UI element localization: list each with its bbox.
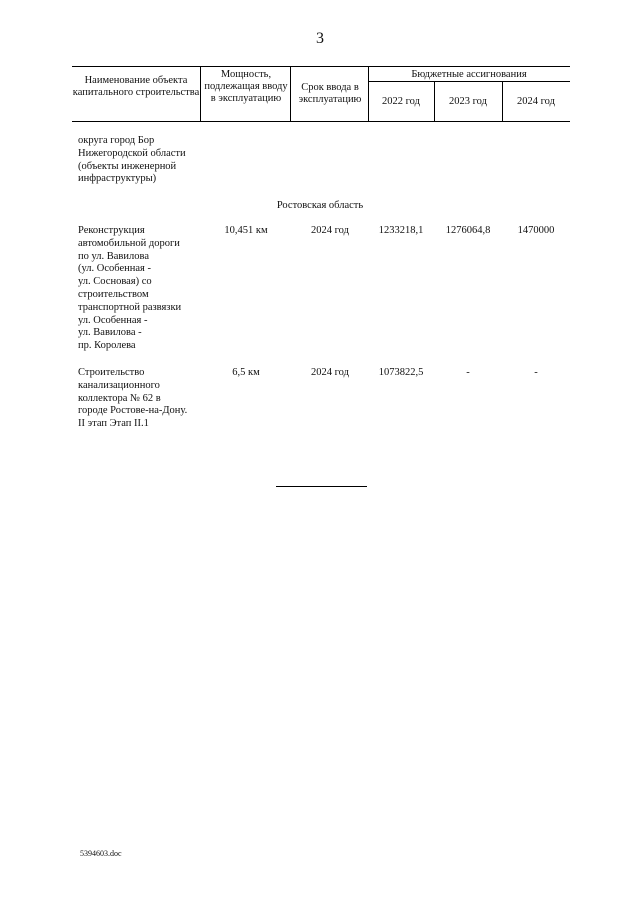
row-budget-2023: - [466,367,470,378]
header-year-2024: 2024 год [517,96,555,107]
continued-object-name: округа город Бор Нижегородской области (объекты инженерной инфраструктуры) [78,135,186,185]
row-budget-2022: 1233218,1 [378,225,424,236]
row-budget-2024: 1470000 [517,225,555,236]
row-capacity: 10,451 км [224,225,268,236]
column-divider [290,67,291,121]
row-capacity: 6,5 км [232,367,260,378]
header-commissioning-term: Срок ввода в эксплуатацию [298,82,362,105]
row-budget-2024: - [534,367,538,378]
row-object-name: Реконструкция автомобильной дороги по ул. Вавилова (ул. Особенная - ул. Сосновая) со строительством транспортной развязки ул. Особенная - ул. Вавилова - пр. Королева [78,225,182,352]
row-object-name: Строительство канализационного коллектора № 62 в городе Ростове-на-Дону. II этап Этап II.1 [78,367,188,430]
budget-subheader-rule [368,81,570,82]
row-term: 2024 год [311,225,349,236]
document-filename: 5394603.doc [80,849,122,858]
header-budget-allocations: Бюджетные ассигнования [411,69,527,80]
row-budget-2022: 1073822,5 [378,367,424,378]
row-budget-2023: 1276064,8 [445,225,491,236]
column-divider [200,67,201,121]
table-header [72,66,570,122]
header-object-name: Наименование объекта капитального строительства [72,75,200,98]
end-of-table-rule [276,486,367,487]
header-year-2023: 2023 год [449,96,487,107]
header-capacity: Мощность, подлежащая вводу в эксплуатацию [204,69,288,104]
page-number: 3 [316,30,324,47]
region-heading: Ростовская область [276,200,364,211]
row-term: 2024 год [311,367,349,378]
header-year-2022: 2022 год [382,96,420,107]
